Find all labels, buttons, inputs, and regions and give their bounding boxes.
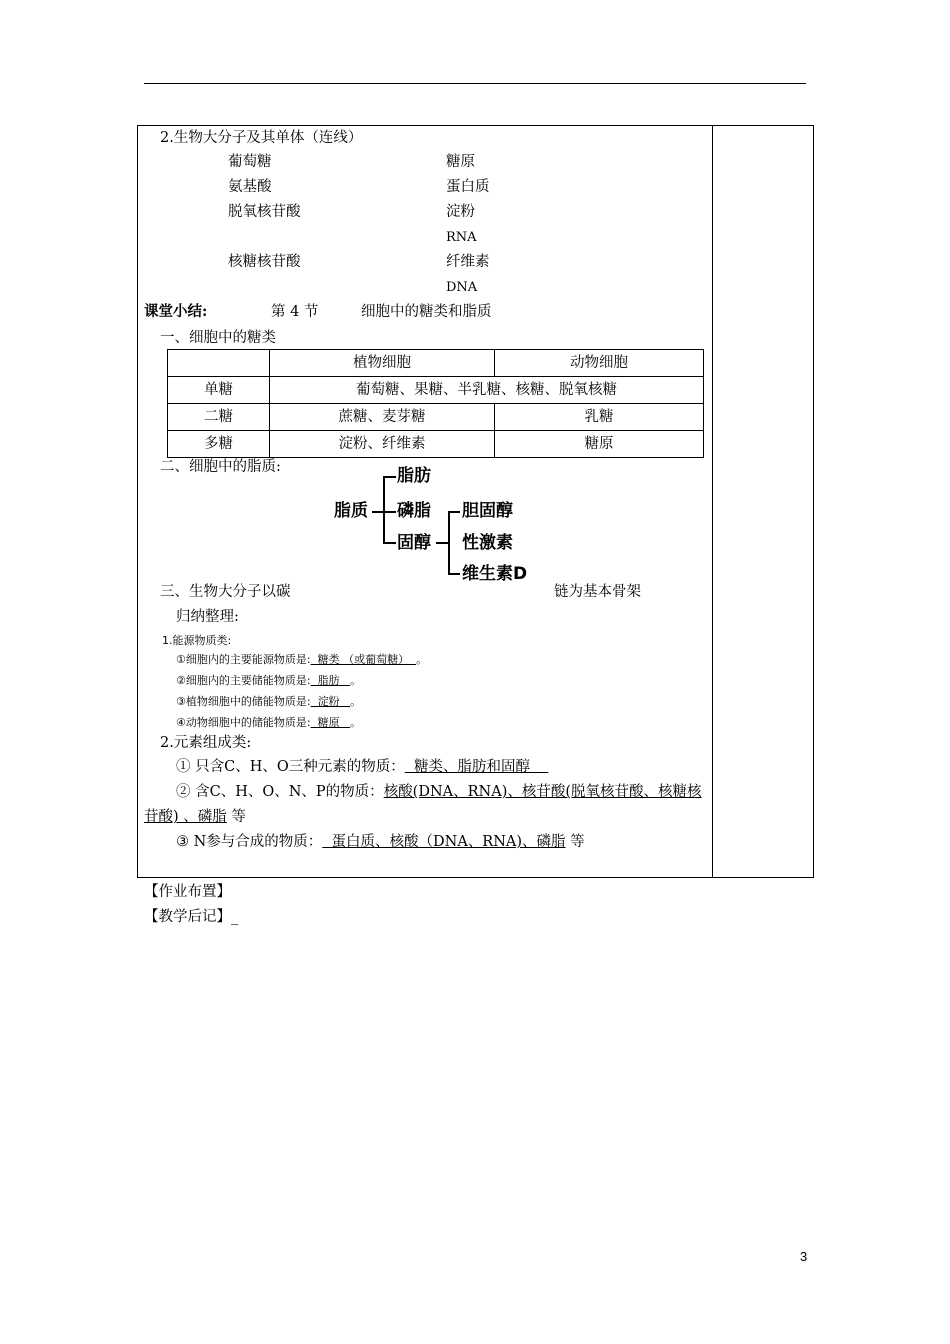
polymer-item[interactable]: 淀粉: [446, 204, 475, 220]
disaccharide-animal: 乳糖: [495, 404, 704, 431]
lipid-branch: 脂肪: [397, 466, 431, 486]
energy-item: ①细胞内的主要能源物质是: 糖类 （或葡萄糖） 。: [176, 653, 428, 666]
section3-left: 三、生物大分子以碳: [160, 584, 291, 600]
sterol-item: 维生素D: [462, 564, 528, 584]
sugars-heading: 一、细胞中的糖类: [160, 330, 276, 346]
polymer-item[interactable]: 蛋白质: [446, 179, 490, 195]
elements-item: ① 只含C、H、O三种元素的物质： 糖类、脂肪和固醇: [176, 759, 549, 775]
bracket-line: [448, 511, 450, 575]
energy-item: ④动物细胞中的储能物质是: 糖原 。: [176, 716, 362, 729]
polymer-item[interactable]: 糖原: [446, 154, 475, 170]
answer-blank: 苷酸) 、磷脂: [144, 809, 227, 825]
table-row: [168, 431, 704, 458]
lipid-root: 脂质: [334, 501, 368, 521]
row-label-polysaccharide: 多糖: [168, 431, 270, 458]
answer-blank: 糖类、脂肪和固醇: [404, 759, 549, 775]
induction-title: 归纳整理:: [176, 609, 239, 625]
row-label-disaccharide: 二糖: [168, 404, 270, 431]
section3-right: 链为基本骨架: [554, 584, 641, 600]
sterol-item: 胆固醇: [462, 501, 513, 521]
monosaccharide-value: 葡萄糖、果糖、半乳糖、核糖、脱氧核糖: [270, 377, 704, 404]
answer-blank: 核酸(DNA、RNA)、核苷酸(脱氧核苷酸、核糖核: [383, 784, 702, 800]
lipid-branch: 固醇: [397, 533, 431, 553]
elements-title: 2.元素组成类:: [160, 735, 252, 751]
sterol-item: 性激素: [462, 533, 513, 553]
bracket-line: [383, 511, 396, 513]
table-row: [168, 377, 704, 404]
polymer-item[interactable]: DNA: [446, 280, 478, 295]
polysaccharide-plant: 淀粉、纤维素: [270, 431, 495, 458]
monomer-item[interactable]: 核糖核苷酸: [228, 254, 301, 270]
bracket-line: [383, 542, 396, 544]
summary-label: 课堂小结:: [144, 303, 208, 320]
answer-blank: 脂肪: [310, 674, 351, 687]
postscript-label: 【教学后记】_: [144, 909, 239, 925]
energy-item: ②细胞内的主要储能物质是: 脂肪 。: [176, 674, 362, 687]
answer-blank: 淀粉: [310, 695, 351, 708]
summary-section: 第 4 节: [271, 304, 319, 320]
energy-item: ③植物细胞中的储能物质是: 淀粉 。: [176, 695, 362, 708]
bracket-line: [383, 476, 396, 478]
table-row: [168, 350, 704, 377]
polymer-item[interactable]: 纤维素: [446, 254, 490, 270]
bracket-line: [448, 573, 460, 575]
answer-blank: 糖原: [310, 716, 351, 729]
table-header-empty: [168, 350, 270, 377]
page-number: 3: [800, 1249, 808, 1264]
sugar-table: [167, 349, 704, 458]
table-header-animal: 动物细胞: [495, 350, 704, 377]
lipids-heading: 二、细胞中的脂质:: [160, 459, 281, 475]
lipid-branch: 磷脂: [397, 501, 431, 521]
row-label-monosaccharide: 单糖: [168, 377, 270, 404]
elements-item-continued: 苷酸) 、磷脂 等: [144, 809, 246, 825]
polysaccharide-animal: 糖原: [495, 431, 704, 458]
table-row: [168, 404, 704, 431]
polymer-item[interactable]: RNA: [446, 230, 477, 245]
monomer-item[interactable]: 脱氧核苷酸: [228, 204, 301, 220]
header-rule: [144, 83, 806, 84]
bracket-line: [383, 476, 385, 544]
answer-blank: 蛋白质、核酸（DNA、RNA)、磷脂: [322, 834, 566, 850]
bracket-line: [448, 511, 460, 513]
energy-title: 1.能源物质类:: [162, 634, 232, 647]
elements-item: ③ N参与合成的物质： 蛋白质、核酸（DNA、RNA)、磷脂 等: [176, 834, 585, 850]
homework-label: 【作业布置】: [144, 884, 231, 900]
table-header-plant: 植物细胞: [270, 350, 495, 377]
notes-column-divider: [712, 125, 713, 878]
section2-title: 2.生物大分子及其单体（连线）: [160, 130, 363, 146]
answer-blank: 糖类 （或葡萄糖）: [310, 653, 417, 666]
disaccharide-plant: 蔗糖、麦芽糖: [270, 404, 495, 431]
monomer-item[interactable]: 葡萄糖: [228, 154, 272, 170]
elements-item: ② 含C、H、O、N、P的物质：核酸(DNA、RNA)、核苷酸(脱氧核苷酸、核糖核: [176, 784, 702, 800]
summary-title: 细胞中的糖类和脂质: [361, 304, 492, 320]
monomer-item[interactable]: 氨基酸: [228, 179, 272, 195]
